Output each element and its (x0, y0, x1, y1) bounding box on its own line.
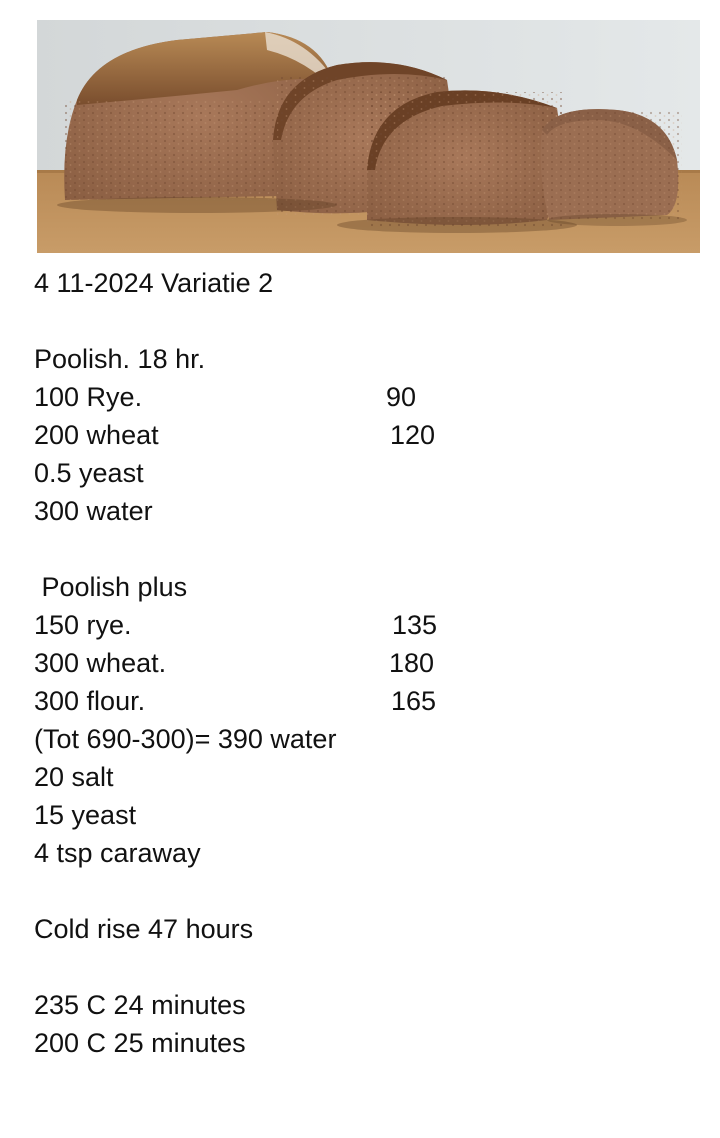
ingredient-row (34, 682, 694, 720)
date-title (34, 264, 694, 302)
spacer (34, 302, 694, 340)
poolish-heading-text: Poolish. 18 hr. (34, 344, 206, 374)
ingredient-amount: 300 water (34, 496, 153, 526)
ingredient-row (34, 834, 694, 872)
ingredient-row (34, 796, 694, 834)
dough-heading (34, 568, 694, 606)
bake-step (34, 1024, 694, 1062)
spacer (34, 872, 694, 910)
cold-rise-text: Cold rise 47 hours (34, 914, 254, 944)
ingredient-row (34, 378, 694, 416)
ingredient-alt-amount: 120 (390, 420, 436, 450)
ingredient-amount: 300 flour. (34, 686, 146, 716)
cold-rise (34, 910, 694, 948)
ingredient-amount: 300 wheat. (34, 648, 167, 678)
ingredient-amount: 150 rye. (34, 610, 132, 640)
poolish-heading (34, 340, 694, 378)
recipe-text (34, 264, 694, 1062)
ingredient-row (34, 492, 694, 530)
ingredient-row (34, 720, 694, 758)
ingredient-amount: 4 tsp caraway (34, 838, 201, 868)
spacer (34, 948, 694, 986)
bake-step-text: 200 C 25 minutes (34, 1028, 246, 1058)
ingredient-amount: 200 wheat (34, 420, 159, 450)
ingredient-amount: 15 yeast (34, 800, 137, 830)
ingredient-row (34, 416, 694, 454)
ingredient-alt-amount: 90 (386, 382, 417, 412)
ingredient-alt-amount: 135 (392, 610, 438, 640)
dough-heading-text: Poolish plus (34, 572, 188, 602)
ingredient-amount: (Tot 690-300)= 390 water (34, 724, 337, 754)
ingredient-row (34, 758, 694, 796)
ingredient-row (34, 644, 694, 682)
ingredient-alt-amount: 165 (391, 686, 437, 716)
ingredient-row (34, 606, 694, 644)
bread-loaf-photo-icon (37, 20, 700, 253)
bake-step (34, 986, 694, 1024)
date-title-text: 4 11-2024 Variatie 2 (34, 268, 274, 298)
ingredient-amount: 20 salt (34, 762, 114, 792)
spacer (34, 530, 694, 568)
ingredient-amount: 100 Rye. (34, 382, 143, 412)
ingredient-alt-amount: 180 (389, 648, 435, 678)
bread-photo (37, 20, 700, 253)
bake-step-text: 235 C 24 minutes (34, 990, 246, 1020)
ingredient-row (34, 454, 694, 492)
ingredient-amount: 0.5 yeast (34, 458, 144, 488)
